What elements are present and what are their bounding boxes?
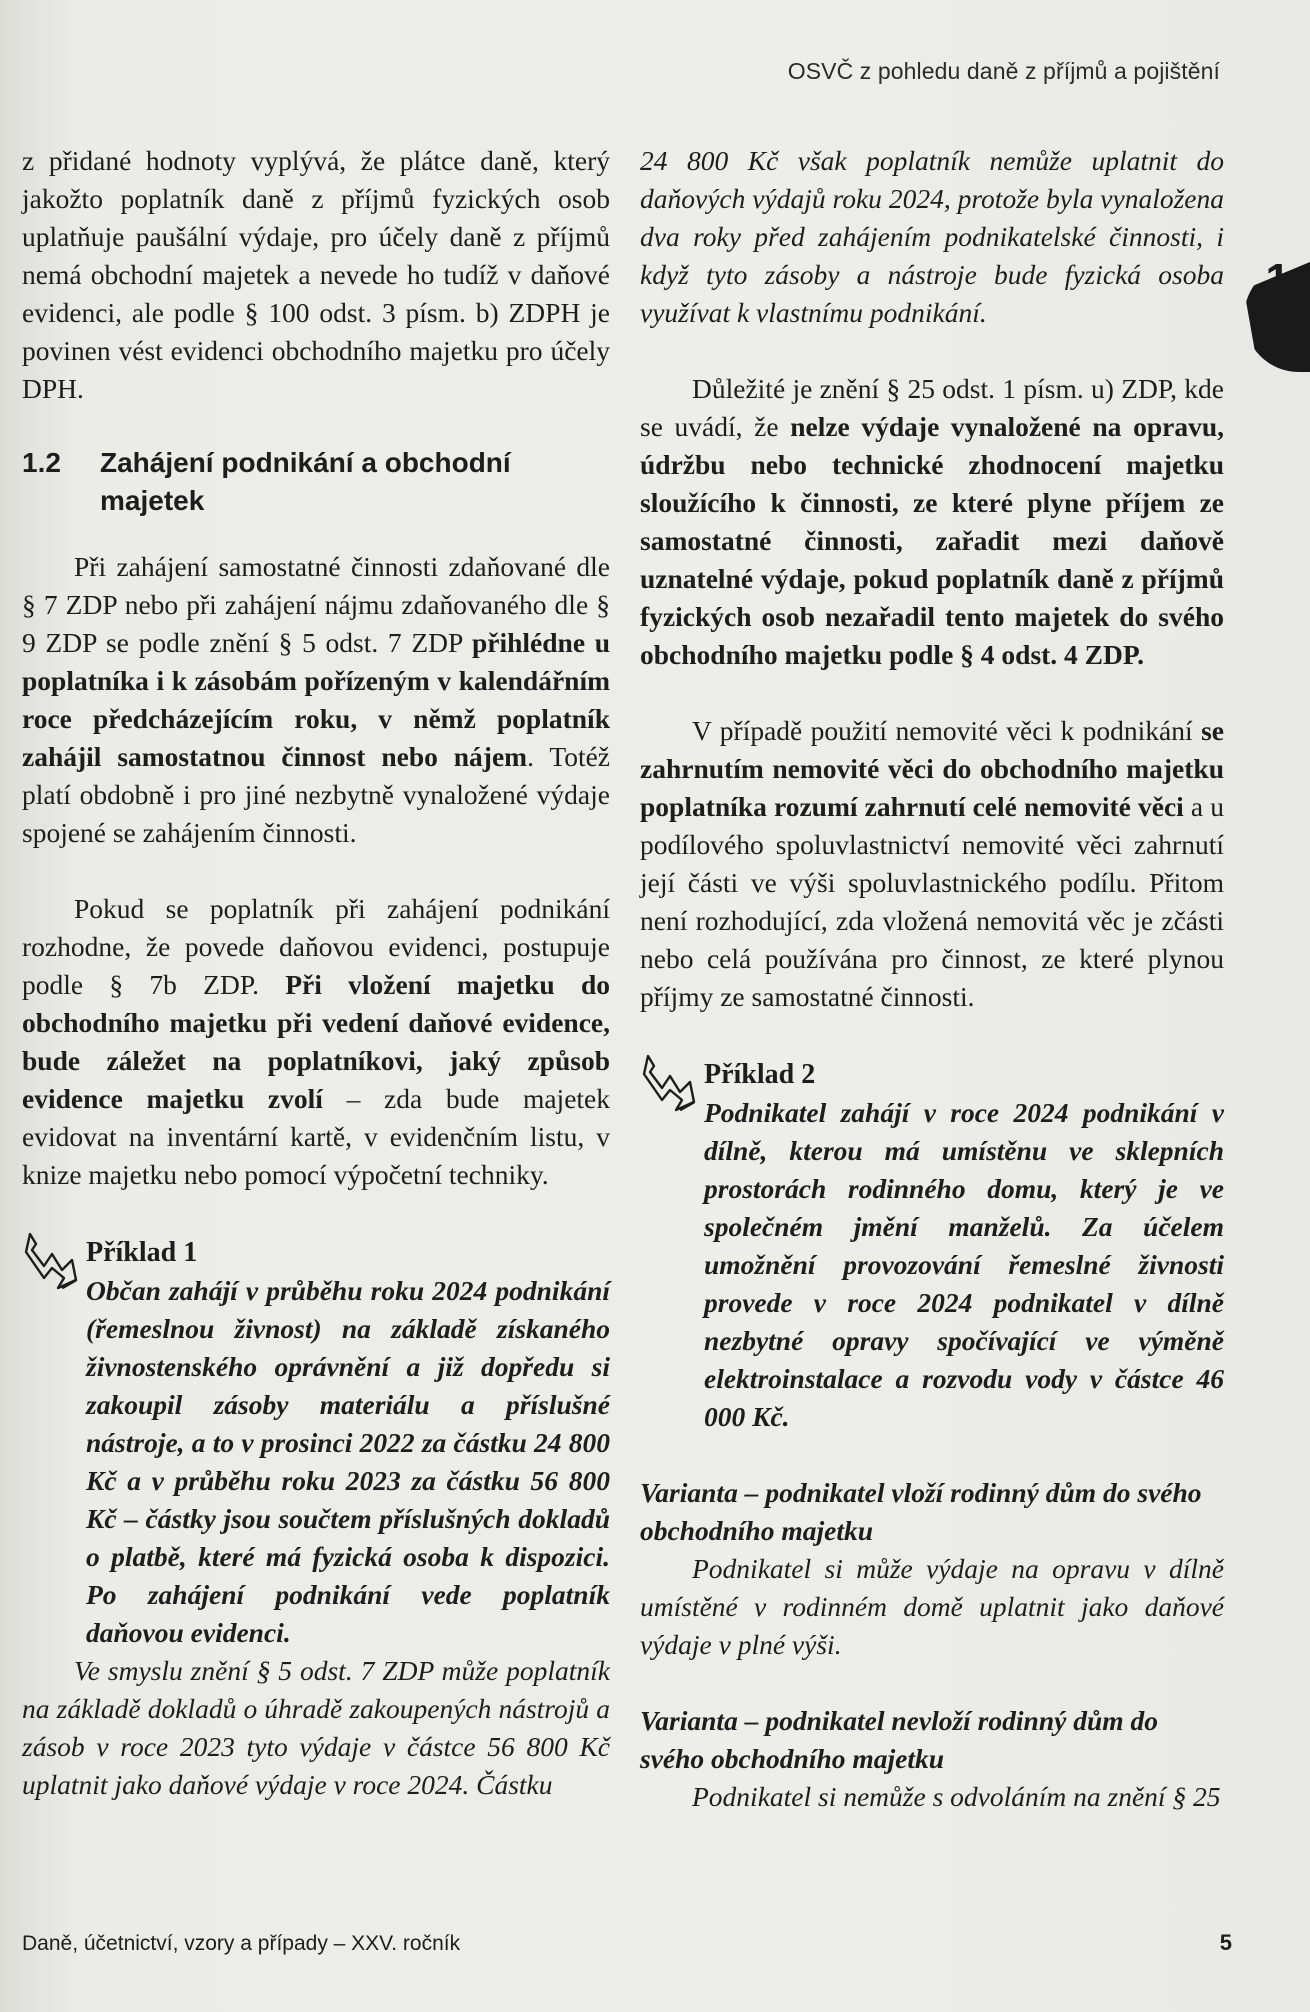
text-run: Při zahájení samostatné činnosti zdaňované dle § 7 ZDP nebo při zahájení nájmu zdaňovaného dle § 9 ZDP se podle znění § 5 odst. 7 ZDP xyxy=(22,551,610,658)
text-run: Důležité je znění § 25 odst. 1 písm. u) ZDP, kde se uvádí, že xyxy=(640,373,1224,442)
example-title: Příklad 2 xyxy=(704,1059,816,1090)
text-run: . Totéž platí obdobně i pro jiné nezbytně vynaložené výdaje spojené se zahájením činnosti. xyxy=(22,741,610,848)
example-title: Příklad 1 xyxy=(86,1237,198,1268)
footer-publication: Daně, účetnictví, vzory a případy – XXV. ročník xyxy=(22,1932,461,1955)
paragraph xyxy=(640,712,1224,1016)
example-block xyxy=(640,1056,1224,1436)
text-run: – zda bude majetek evidovat na inventární kartě, v evidenčním listu, v knize majetku nebo pomocí výpočetní techniky. xyxy=(22,1083,610,1190)
paragraph: z přidané hodnoty vyplývá, že plátce daně, který jakožto poplatník daně z příjmů fyzických osob uplatňuje paušální výdaje, pro účely daně z příjmů nemá obchodní majetek a nevede ho tudíž v daňové evidenci, ale podle § 100 odst. 3 písm. b) ZDPH je povinen vést evidenci obchodního majetku pro účely DPH. xyxy=(22,145,610,404)
chapter-tab-number: 1 xyxy=(1265,255,1290,304)
bold-text-run: přihlédne u poplatníka i k zásobám pořízeným v kalendářním roce předcházejícím roku, v němž poplatník zahájil samostatnou činnost nebo nájem xyxy=(22,627,611,772)
running-header: OSVČ z pohledu daně z příjmů a pojištění xyxy=(787,58,1220,84)
example-solution-continued: 24 800 Kč však poplatník nemůže uplatnit do daňových výdajů roku 2024, protože byla vynaložena dva roky před zahájením podnikatelské činnosti, i když tyto zásoby a nástroje bude fyzická osoba využívat k vlastnímu podnikání. xyxy=(640,145,1224,328)
left-column xyxy=(22,142,610,1804)
variant-heading: Varianta – podnikatel vloží rodinný dům do svého obchodního majetku xyxy=(640,1477,1202,1546)
variant-text: Podnikatel si může výdaje na opravu v dílně umístěné v rodinném domě uplatnit jako daňové výdaje v plné výši. xyxy=(640,1553,1224,1660)
section-heading xyxy=(22,444,610,520)
bold-text-run: nelze výdaje vynaložené na opravu, údržbu nebo technické zhodnocení majetku sloužícího k činnosti, ze které plyne příjem ze samostatné činnosti, zařadit mezi daňově uznatelné výdaje, pokud poplatník daně z příjmů fyzických osob nezařadil tento majetek do svého obchodního majetku podle § 4 odst. 4 ZDP. xyxy=(640,411,1224,670)
bold-text-run: se zahrnutím nemovité věci do obchodního majetku poplatníka rozumí zahrnutí celé nemovité věci xyxy=(640,715,1224,822)
example-text: Podnikatel zahájí v roce 2024 podnikání v dílně, kterou má umístěnu ve sklepních prostorách rodinného domu, který je ve společném jmění manželů. Za účelem umožnění provozování řemeslné živnosti provede v roce 2024 podnikatel v dílně nezbytné opravy spočívající ve výměně elektroinstalace a rozvodu vody v částce 46 000 Kč. xyxy=(704,1097,1224,1432)
variant-text: Podnikatel si nemůže s odvoláním na znění § 25 xyxy=(692,1781,1221,1812)
right-column xyxy=(640,142,1224,1816)
example-solution: Ve smyslu znění § 5 odst. 7 ZDP může poplatník na základě dokladů o úhradě zakoupených nástrojů a zásob v roce 2023 tyto výdaje v částce 56 800 Kč uplatnit jako daňové výdaje v roce 2024. Částku xyxy=(22,1655,610,1800)
example-block xyxy=(22,1234,610,1652)
section-title: Zahájení podnikání a obchodní majetek xyxy=(100,447,511,516)
variant-heading: Varianta – podnikatel nevloží rodinný dům do svého obchodního majetku xyxy=(640,1705,1159,1774)
section-number: 1.2 xyxy=(22,447,61,478)
text-run: a u podílového spoluvlastnictví nemovité věci zahrnutí její části ve výši spoluvlastnického podílu. Přitom není rozhodující, zda vložená nemovitá věc je zčásti nebo celá používána pro činnost, ze které plynou příjmy ze samostatné činnosti. xyxy=(640,791,1224,1012)
example-arrow-icon xyxy=(22,1230,80,1294)
text-run: V případě použití nemovité věci k podnikání xyxy=(692,715,1202,746)
bold-text-run: Při vložení majetku do obchodního majetku při vedení daňové evidence, bude záležet na poplatníkovi, jaký způsob evidence majetku zvolí xyxy=(22,969,611,1114)
example-text: Občan zahájí v průběhu roku 2024 podnikání (řemeslnou živnost) na základě získaného živnostenského oprávnění a již dopředu si zakoupil zásoby materiálu a příslušné nástroje, a to v prosinci 2022 za částku 24 800 Kč a v průběhu roku 2023 za částku 56 800 Kč – částky jsou součtem příslušných dokladů o platbě, které má fyzická osoba k dispozici. Po zahájení podnikání vede poplatník daňovou evidenci. xyxy=(86,1275,610,1648)
text-run: Pokud se poplatník při zahájení podnikání rozhodne, že povede daňovou evidenci, postupuje podle § 7b ZDP. xyxy=(22,893,610,1000)
example-arrow-icon xyxy=(640,1052,698,1116)
paragraph xyxy=(22,548,610,852)
paragraph xyxy=(640,370,1224,674)
page-number: 5 xyxy=(1219,1930,1232,1955)
paragraph xyxy=(22,890,610,1194)
